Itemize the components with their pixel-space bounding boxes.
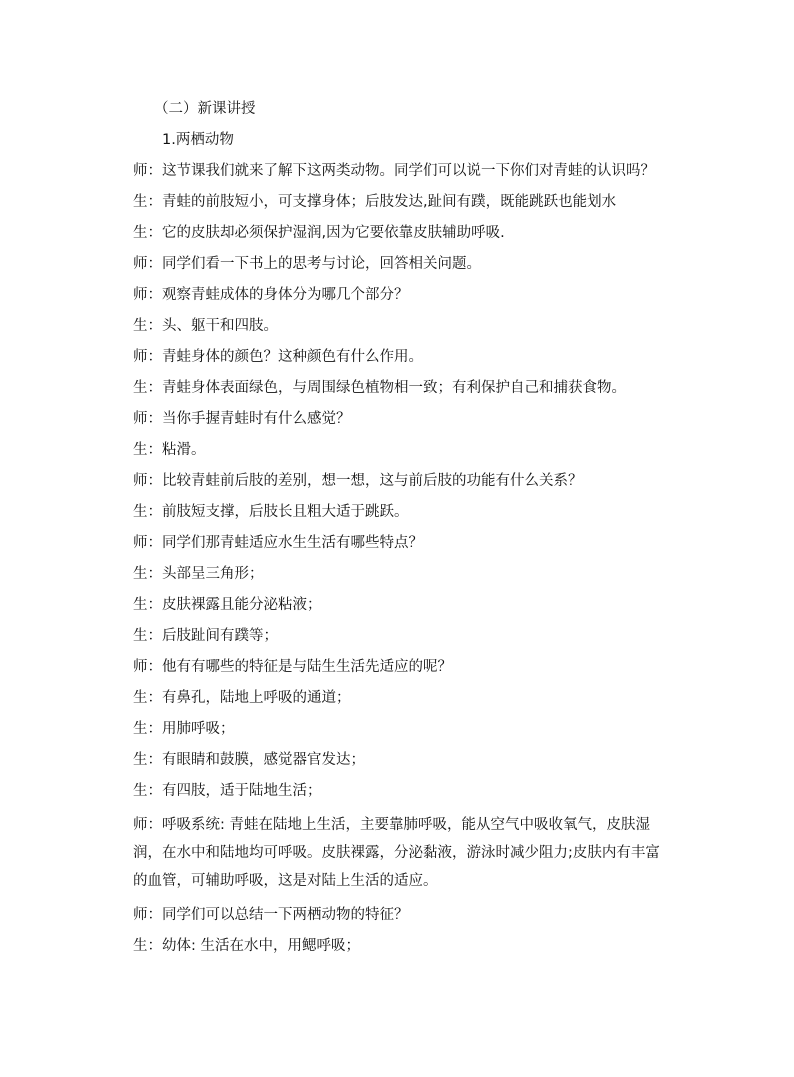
speaker-label: 师： [133,659,162,675]
line-text: 幼体: 生活在水中，用鳃呼吸； [162,938,360,954]
line-text: 它的皮肤却必须保护湿润,因为它要依靠皮肤辅助呼吸. [162,225,505,241]
dialogue-line [133,811,668,895]
speaker-label: 师： [133,256,162,272]
speaker-label: 生： [133,380,162,396]
dialogue-line [133,563,668,585]
line-text: 有四肢，适于陆地生活； [162,783,322,799]
speaker-label: 师： [133,349,162,365]
line-text: 头部呈三角形； [162,566,264,582]
speaker-label: 师： [133,163,162,179]
dialogue-line [133,904,668,926]
speaker-label: 生： [133,938,162,954]
speaker-label: 生： [133,721,162,737]
speaker-label: 生： [133,194,162,210]
dialogue-line [133,935,668,957]
line-text: 头、躯干和四肢。 [162,318,278,334]
line-text: 青蛙的前肢短小，可支撑身体；后肢发达,趾间有蹼，既能跳跃也能划水 [162,194,617,210]
speaker-label: 师： [133,473,162,489]
line-text: 有眼睛和鼓膜，感觉器官发达； [162,752,365,768]
speaker-label: 生： [133,597,162,613]
dialogue-line [133,780,668,802]
speaker-label: 生： [133,442,162,458]
line-text: 有鼻孔，陆地上呼吸的通道； [162,690,351,706]
line-text: 青蛙身体表面绿色，与周围绿色植物相一致；有利保护自己和捕获食物。 [162,380,626,396]
dialogue-line [133,160,668,182]
speaker-label: 生： [133,566,162,582]
line-text: 他有有哪些的特征是与陆生生活先适应的呢？ [162,659,452,675]
speaker-label: 师： [133,907,162,923]
dialogue-line [133,718,668,740]
dialogue-line [133,625,668,647]
dialogue-line [133,749,668,771]
dialogue-line [133,408,668,430]
dialogue-line [133,594,668,616]
dialogue-line [133,687,668,709]
dialogue-line [133,191,668,213]
line-text: 前肢短支撑，后肢长且粗大适于跳跃。 [162,504,409,520]
speaker-label: 生： [133,783,162,799]
line-text: 同学们那青蛙适应水生生活有哪些特点？ [162,535,423,551]
speaker-label: 师： [133,287,162,303]
speaker-label: 生： [133,225,162,241]
dialogue-line [133,656,668,678]
lesson-content [133,98,668,966]
dialogue-line [133,377,668,399]
sub-heading: 1.两栖动物 [162,132,234,148]
dialogue-line [133,532,668,554]
line-text: 当你手握青蛙时有什么感觉？ [162,411,351,427]
dialogue-line [133,346,668,368]
speaker-label: 生： [133,628,162,644]
dialogue-line [133,501,668,523]
dialogue-line [133,470,668,492]
line-text: 比较青蛙前后肢的差别，想一想，这与前后肢的功能有什么关系？ [162,473,583,489]
line-text: 同学们可以总结一下两栖动物的特征？ [162,907,409,923]
line-text: 用肺呼吸； [162,721,235,737]
line-text: 同学们看一下书上的思考与讨论，回答相关问题。 [162,256,481,272]
line-text: 粘滑。 [162,442,206,458]
dialogue-line [133,284,668,306]
speaker-label: 师： [133,411,162,427]
speaker-label: 师： [133,535,162,551]
line-text: 观察青蛙成体的身体分为哪几个部分？ [162,287,409,303]
line-text: 皮肤裸露且能分泌粘液； [162,597,322,613]
speaker-label: 生： [133,504,162,520]
dialogue-line [133,222,668,244]
speaker-label: 师： [133,817,162,833]
dialogue-line [133,315,668,337]
line-text: 呼吸系统: 青蛙在陆地上生活，主要靠肺呼吸，能从空气中吸收氧气，皮肤湿润，在水中和陆地均可呼吸。皮肤裸露，分泌黏液，游泳时减少阻力;皮肤内有丰富的血管，可辅助呼吸，这是对陆上生活的适应。 [133,817,660,889]
line-text: 后肢趾间有蹼等； [162,628,278,644]
section-heading: （二）新课讲授 [154,101,256,117]
line-text: 这节课我们就来了解下这两类动物。同学们可以说一下你们对青蛙的认识吗？ [162,163,655,179]
dialogue-line [133,253,668,275]
speaker-label: 生： [133,318,162,334]
speaker-label: 生： [133,752,162,768]
line-text: 青蛙身体的颜色？这种颜色有什么作用。 [162,349,423,365]
speaker-label: 生： [133,690,162,706]
dialogue-line [133,439,668,461]
